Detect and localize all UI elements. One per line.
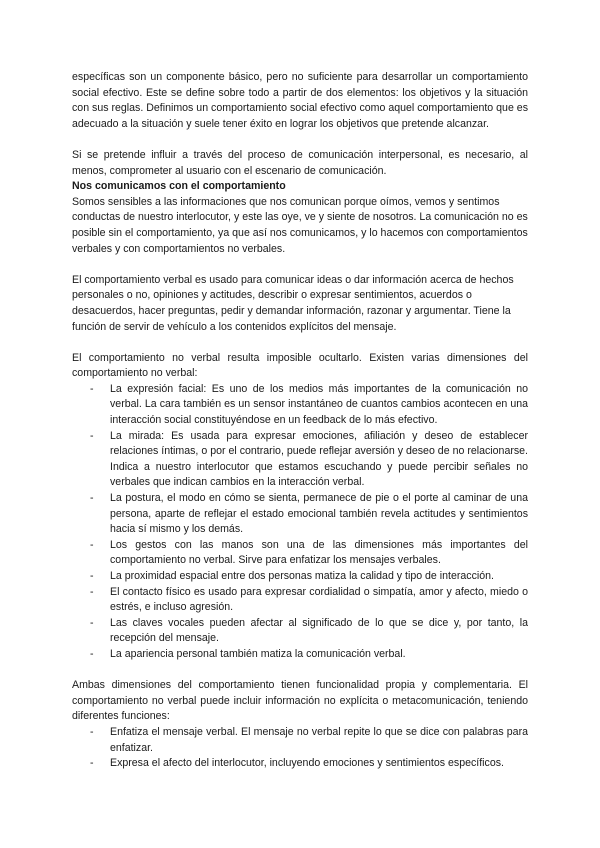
functions-list [72, 725, 528, 772]
list-item: - Los gestos con las manos son una de las dimensiones más importantes del comportamiento no verbal. Sirve para enfatizar los mensajes verbales. [72, 538, 528, 569]
nonverbal-dimensions-list [72, 382, 528, 663]
paragraph-verbal-behavior: El comportamiento verbal es usado para comunicar ideas o dar información acerca de hechos personales o no, opiniones y actitudes, describir o expresar sentimientos, acuerdos o desacuerdos, hacer preguntas, pedir y demandar información, razonar y argumentar. Tiene la función de servir de vehículo a los contenidos explícitos del mensaje. [72, 273, 514, 333]
list-item: - La apariencia personal también matiza la comunicación verbal. [72, 647, 528, 663]
list-item: - La mirada: Es usada para expresar emociones, afiliación y deseo de establecer relaciones íntimas, o por el contrario, puede reflejar aversión y deseo de no relacionarse. Indica a nuestro interlocutor que estamos escuchando y puede percibir señales no verbales que indican cambios en la interacción verbal. [72, 429, 528, 491]
list-item: - Las claves vocales pueden afectar al significado de lo que se dice y, por tanto, la recepción del mensaje. [72, 616, 528, 647]
list-item: - Enfatiza el mensaje verbal. El mensaje no verbal repite lo que se dice con palabras para enfatizar. [72, 725, 528, 756]
document-page [72, 70, 528, 772]
list-item: - El contacto físico es usado para expresar cordialidad o simpatía, amor y afecto, miedo o estrés, e incluso agresión. [72, 585, 528, 616]
list-item: - La postura, el modo en cómo se sienta, permanece de pie o el porte al caminar de una persona, aparte de reflejar el estado emocional también revela actitudes y sentimientos hacia sí mismo y los demás. [72, 491, 528, 538]
paragraph-sensitivity: Somos sensibles a las informaciones que nos comunican porque oímos, vemos y sentimos conductas de nuestro interlocutor, y este las oye, ve y siente de nosotros. La comunicación no es posible sin el comportamiento, ya que así nos comunicamos, y lo hacemos con comportamientos verbales y con comportamientos no verbales. [72, 195, 528, 255]
paragraph-social-behavior: específicas son un componente básico, pero no suficiente para desarrollar un comportamiento social efectivo. Este se define sobre todo a partir de dos elementos: los objetivos y la situación con sus reglas. Definimos un comportamiento social efectivo como aquel comportamiento que es adecuado a la situación y suele tener éxito en lograr los objetivos que pretende alcanzar. [72, 71, 528, 130]
paragraph-interpersonal-influence: Si se pretende influir a través del proceso de comunicación interpersonal, es necesario, al menos, comprometer al usuario con el escenario de comunicación. [72, 148, 528, 177]
list-item: - Expresa el afecto del interlocutor, incluyendo emociones y sentimientos específicos. [72, 756, 528, 772]
list-item: - La expresión facial: Es uno de los medios más importantes de la comunicación no verbal. La cara también es un sensor instantáneo de cuantos cambios acontecen en una interacción social constituyéndose en un feedback de lo más efectivo. [72, 382, 528, 429]
paragraph-nonverbal-intro: El comportamiento no verbal resulta imposible ocultarlo. Existen varias dimensiones del comportamiento no verbal: [72, 351, 528, 380]
paragraph-functions-intro: Ambas dimensiones del comportamiento tienen funcionalidad propia y complementaria. El comportamiento no verbal puede incluir información no explícita o metacomunicación, teniendo diferentes funciones: [72, 679, 528, 723]
section-heading: Nos comunicamos con el comportamiento [72, 180, 286, 193]
list-item: - La proximidad espacial entre dos personas matiza la calidad y tipo de interacción. [72, 569, 528, 585]
